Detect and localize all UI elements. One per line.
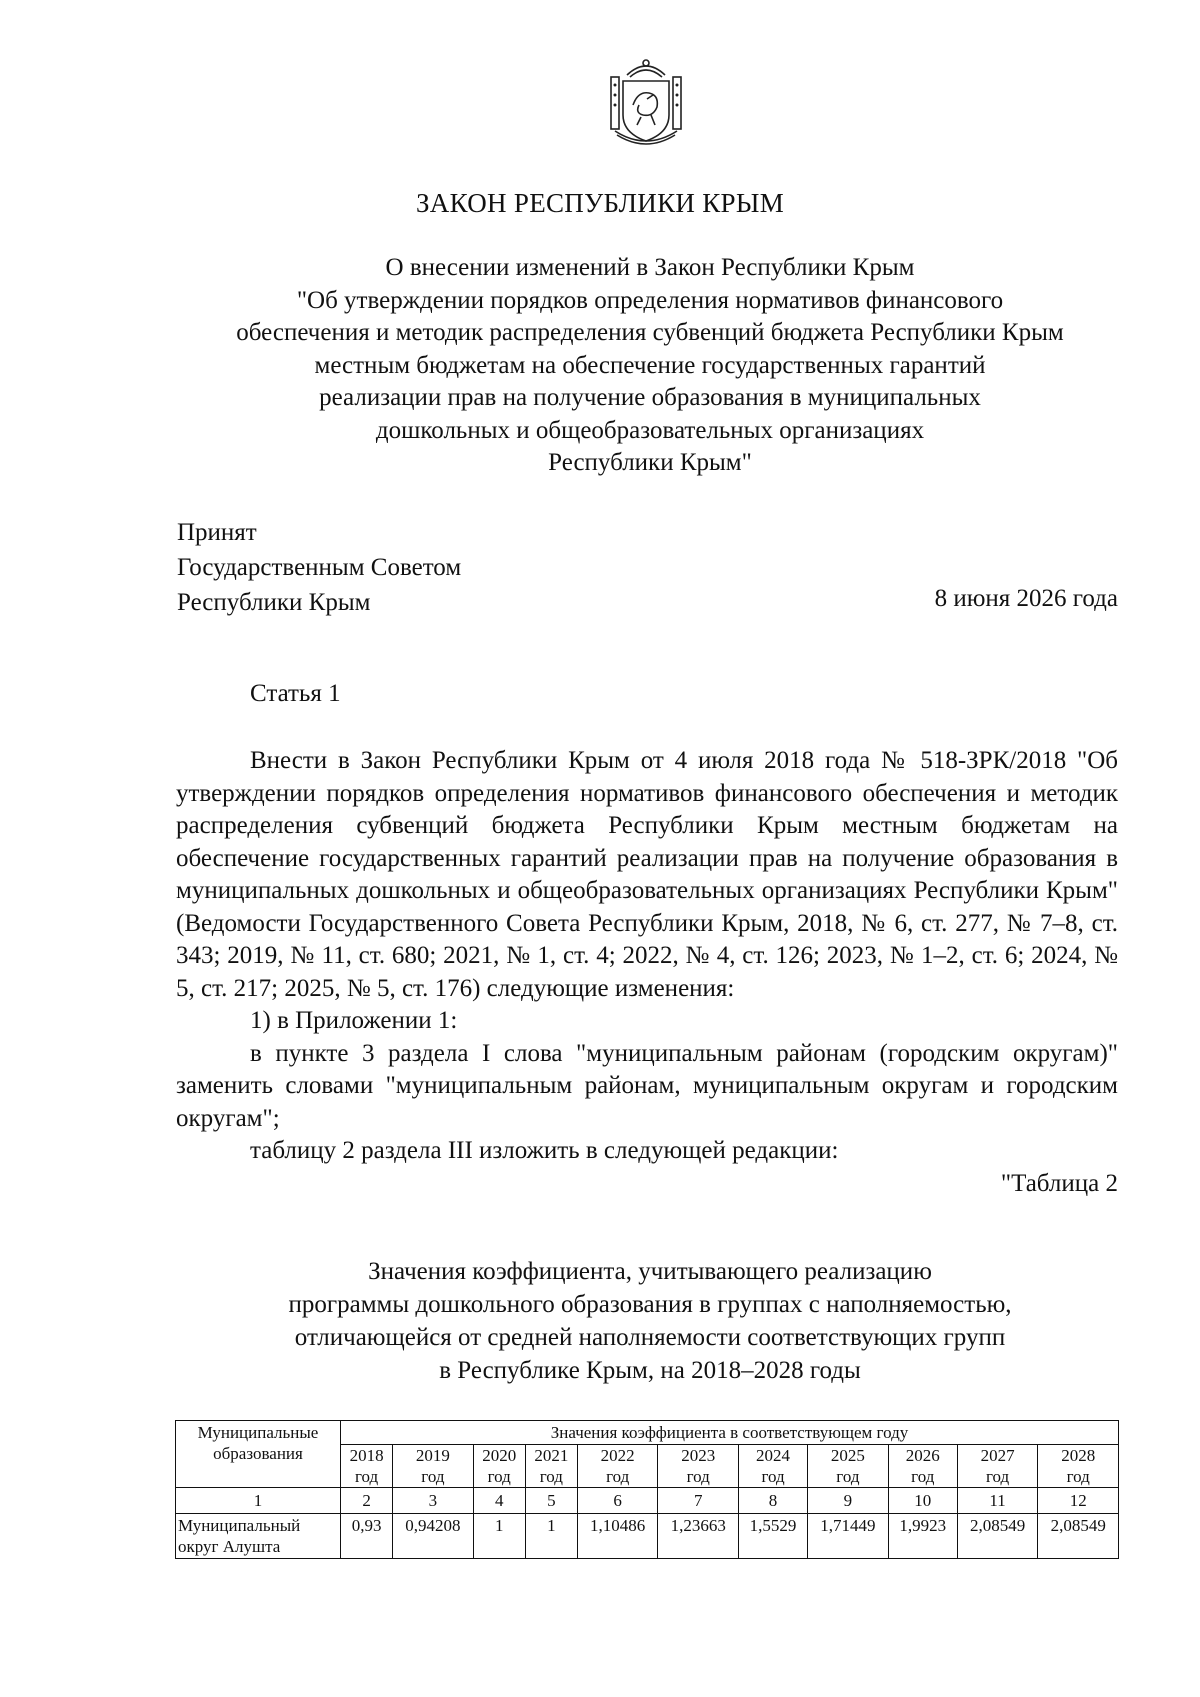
year-suffix: год [761,1467,785,1486]
year-suffix: год [487,1467,511,1486]
year-header [577,1445,658,1488]
year-header [393,1445,474,1488]
article-body [176,745,1118,1200]
year-value: 2025 [830,1446,865,1465]
law-title: ЗАКОН РЕСПУБЛИКИ КРЫМ [415,188,785,218]
year-header [888,1445,957,1488]
subtitle-line: "Об утверждении порядков определения нормативов финансового [296,286,1004,314]
year-suffix: год [836,1467,860,1486]
table-title [170,1255,1130,1387]
municipality-header: Муниципальные образования [176,1421,341,1488]
year-suffix: год [911,1467,935,1486]
coefficient-cell: 1,10486 [577,1514,658,1559]
subtitle-line: реализации прав на получение образования в муниципальных [319,384,981,411]
subtitle-line: местным бюджетам на обеспечение государственных гарантий [314,351,986,379]
law-subtitle [170,252,1130,480]
year-value: 2028 [1061,1446,1096,1465]
year-value: 2022 [600,1446,635,1465]
adoption-line: Республики Крым [177,589,371,616]
subtitle-line: Республики Крым" [548,449,752,476]
column-number: 10 [888,1488,957,1514]
adoption-block [177,515,461,620]
year-suffix: год [1066,1467,1090,1486]
column-number: 1 [176,1488,341,1514]
column-number: 4 [473,1488,525,1514]
year-header [658,1445,739,1488]
column-number: 5 [525,1488,577,1514]
year-header [808,1445,889,1488]
article-paragraph: 1) в Приложении 1: [250,1007,458,1034]
column-number: 9 [808,1488,889,1514]
year-value: 2021 [534,1446,569,1465]
coefficient-cell: 2,08549 [957,1514,1038,1559]
year-suffix: год [986,1467,1010,1486]
article-paragraph: в пункте 3 раздела I слова "муниципальным районам (городским округам)" заменить словами "муниципальным районам, муниципальным округам и городским округам"; [176,1039,1118,1132]
coefficient-cell: 1,9923 [888,1514,957,1559]
year-header [738,1445,807,1488]
adoption-line: Принят [177,519,257,546]
coefficient-cell: 1 [473,1514,525,1559]
municipality-name: Муниципальный округ Алушта [176,1514,341,1559]
coefficient-cell: 1 [525,1514,577,1559]
column-number: 11 [957,1488,1038,1514]
year-value: 2026 [905,1446,940,1465]
coefficient-cell: 0,93 [341,1514,393,1559]
year-header [473,1445,525,1488]
column-number: 7 [658,1488,739,1514]
year-value: 2023 [681,1446,716,1465]
year-suffix: год [421,1467,445,1486]
article-paragraph: Внести в Закон Республики Крым от 4 июля 2018 года № 518-ЗРК/2018 "Об утверждении порядков определения нормативов финансового обеспечения и методик распределения субвенций бюджета Республики Крым местным бюджетам на обеспечение государственных гарантий реализации прав на получение образования в муниципальных дошкольных и общеобразовательных организациях Республики Крым" (Ведомости Государственного Совета Республики Крым, 2018, № 6, ст. 277, № 7–8, ст. 343; 2019, № 11, ст. 680; 2021, № 1, ст. 4; 2022, № 4, ст. 126; 2023, № 1–2, ст. 6; 2024, № 5, ст. 217; 2025, № 5, ст. 176) следующие изменения: [176,747,1118,1002]
coefficient-cell: 2,08549 [1038,1514,1119,1559]
year-value: 2019 [415,1446,450,1465]
table-title-line: Значения коэффициента, учитывающего реализацию [368,1258,932,1285]
column-number: 6 [577,1488,658,1514]
year-value: 2020 [482,1446,517,1465]
year-header [525,1445,577,1488]
year-suffix: год [354,1467,379,1486]
coefficient-cell: 1,5529 [738,1514,807,1559]
coefficient-cell: 1,71449 [808,1514,889,1559]
coefficient-table [175,1420,1119,1559]
subtitle-line: обеспечения и методик распределения субвенций бюджета Республики Крым [236,319,1064,346]
year-suffix: год [539,1467,563,1486]
table-title-line: отличающейся от средней наполняемости соответствующих групп [294,1324,1006,1351]
table-label: "Таблица 2 [1000,1169,1118,1197]
year-header [341,1445,393,1488]
article-paragraph: таблицу 2 раздела III изложить в следующей редакции: [250,1137,839,1164]
year-header [957,1445,1038,1488]
column-number: 2 [341,1488,393,1514]
table-title-line: в Республике Крым, на 2018–2028 годы [439,1357,861,1384]
column-number: 8 [738,1488,807,1514]
year-suffix: год [686,1467,710,1486]
coefficient-cell: 0,94208 [393,1514,474,1559]
year-value: 2018 [349,1446,384,1465]
adoption-line: Государственным Советом [177,554,462,581]
crimea-coat-of-arms-icon [603,55,689,150]
column-number: 12 [1038,1488,1119,1514]
table-title-line: программы дошкольного образования в группах с наполняемостью, [288,1291,1012,1318]
coefficient-cell: 1,23663 [658,1514,739,1559]
article-heading: Статья 1 [250,680,341,707]
column-number: 3 [393,1488,474,1514]
year-suffix: год [606,1467,630,1486]
subtitle-line: дошкольных и общеобразовательных организациях [375,416,925,444]
coefficient-group-header: Значения коэффициента в соответствующем году [341,1421,1119,1445]
table-row [176,1514,1119,1559]
year-value: 2024 [756,1446,791,1465]
adoption-date: 8 июня 2026 года [934,585,1118,612]
year-value: 2027 [980,1446,1015,1465]
year-header [1038,1445,1119,1488]
subtitle-line: О внесении изменений в Закон Республики Крым [385,254,915,281]
